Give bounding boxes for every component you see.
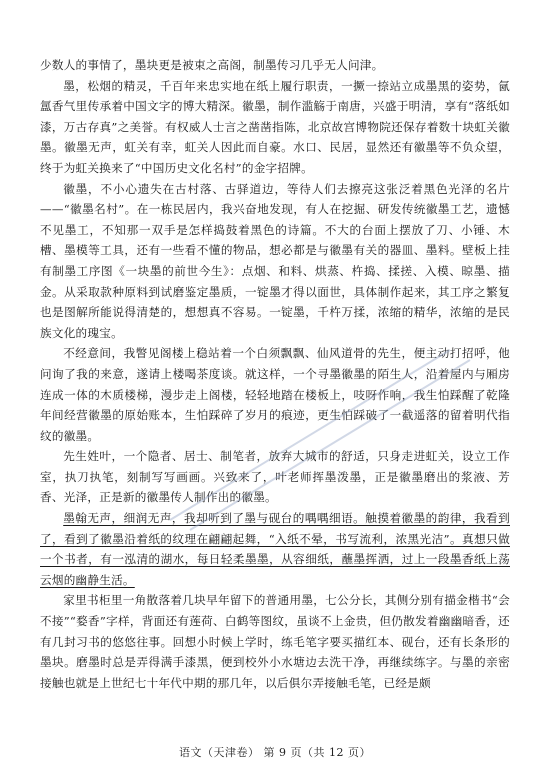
paragraph-7: 家里书柜里一角散落着几块早年留下的普通用墨，七公分长，其侧分别有描金楷书“会不接”“婺香”字样，背面还有莲荷、白鹤等图纹，虽谈不上金贵，但仍散发着幽幽暗香，还有几封习书的悠悠往事。回想小时候上学时，练毛笔字要买描红本、砚台，还有长条形的墨块。磨墨时总是弄得满手漆黑，便到校外小水塘边去洗干净，再继续练字。与墨的亲密接触也就是上世纪七十年代中期的那几年，以后俱尔弄接触毛笔，已经是颇 bbox=[40, 593, 510, 690]
document-body bbox=[40, 55, 510, 693]
paragraph-6-underlined: 墨翰无声，细润无声，我却听到了墨与砚台的喁喁细语。触摸着徽墨的韵律，我看到了，看到了徽墨沿着纸的纹理在翩翩起舞，“入纸不晕，书写流利，浓黑光洁”。真想只做一个书者，有一泓清的湖水，每日轻柔墨墨，从容细纸，蘸墨挥洒，过上一段墨香纸上荡云烟的幽静生活。 bbox=[40, 511, 510, 587]
paragraph-1: 少数人的事情了，墨块更是被束之高阁，制墨传习几乎无人问津。 bbox=[40, 58, 384, 72]
page-footer: 语文（天津卷） 第 9 页（共 12 页） bbox=[179, 746, 371, 759]
paragraph-5: 先生姓叶，一个隐者、居士、制笔者，放弃大城市的舒适，只身走进虹关，设立工作室，执刀执笔，刻制写写画画。兴致来了，叶老师挥墨泼墨，正是徽墨磨出的浆液、芳香、光泽，正是新的徽墨传人制作出的徽墨。 bbox=[40, 449, 510, 505]
paragraph-2: 墨，松烟的精灵，千百年来忠实地在纸上履行职责，一撅一捺站立成墨黑的姿势，氤氲香气里传承着中国文字的博大精深。徽墨，制作滥觞于南唐，兴盛于明清，享有“落纸如漆，万古存真”之美誉。有权威人士言之凿凿指陈，北京故宫博物院还保存着数十块虹关徽墨。徽墨无声，虹关有幸，虹关人因此而自豪。水口、民居，显然还有徽墨等不负众望，终于为虹关换来了“中国历史文化名村”的金字招牌。 bbox=[40, 78, 510, 175]
paragraph-3: 徽墨，不小心遗失在古村落、古驿道边，等待人们去擦亮这张泛着黑色光泽的名片——“徽墨名村”。在一栋民居内，我兴奋地发现，有人在挖掘、研发传统徽墨工艺，遗憾不见墨工，不知那一双手是怎样捣鼓着黑色的诗篇。不大的台面上摆放了刀、小锤、木槽、墨模等工具，还有一些看不懂的物品，想必都是与徽墨有关的器皿、墨料。壁板上挂有制墨工序图《一块墨的前世今生》：点烟、和料、烘蒸、杵捣、揉搓、入模、晾墨、描金。从采取款种原料到试磨鉴定墨质，一锭墨才得以面世，具体制作起来，其工序之繁复也是图解所能说得清楚的，想想真不容易。一锭墨，千杵万揉，浓缩的精华，浓缩的是民族文化的瑰宝。 bbox=[40, 181, 510, 340]
paragraph-4: 不经意间，我瞥见阁楼上稳站着一个白须飘飘、仙风道骨的先生，便主动打招呼，他问询了我的来意，遂请上楼喝茶度谈。就这样，一个寻墨徽墨的陌生人，沿着屋内与厢房连成一体的木质楼梯，漫步走上阁楼，轻轻地踏在楼板上，吱呀作响，我生怕踩醒了乾隆年间经营徽墨的原始账本，生怕踩碎了岁月的痕迹，更生怕踩破了一截遥落的留着明代指纹的徽墨。 bbox=[40, 346, 510, 443]
